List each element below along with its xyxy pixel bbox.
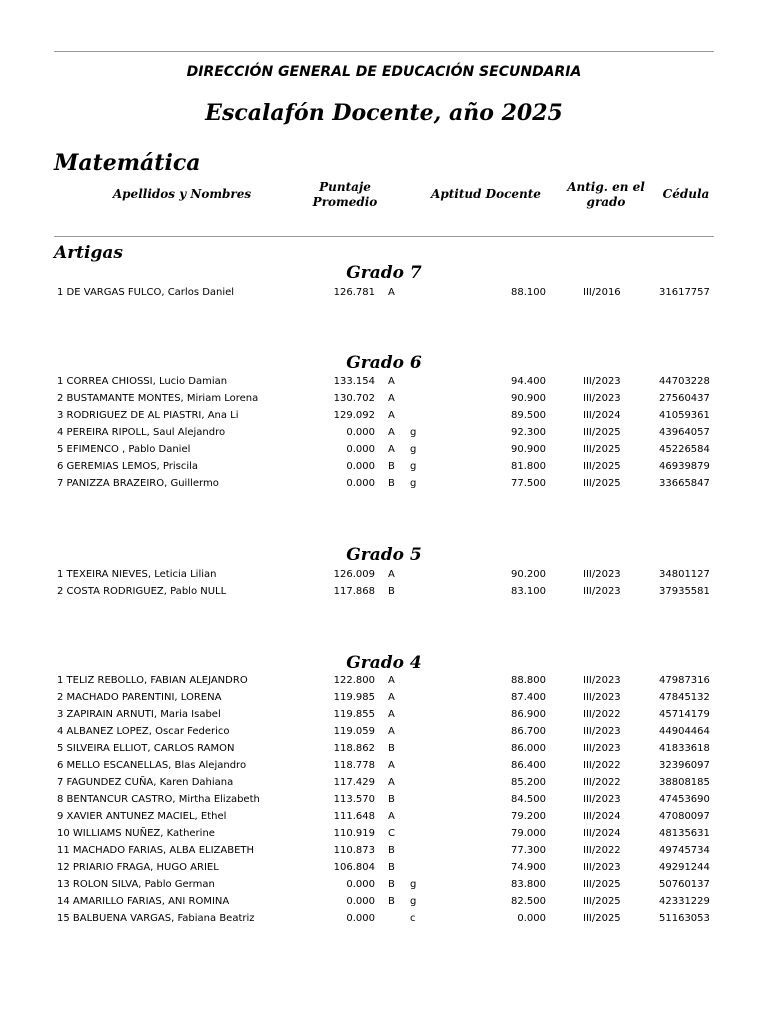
row-aptitud: B: [388, 896, 395, 907]
grade-title: Grado 7: [346, 263, 422, 283]
row-puntaje: 0.000: [346, 879, 375, 890]
header-rule: [54, 236, 714, 237]
row-score: 90.200: [511, 569, 546, 580]
row-score: 94.400: [511, 376, 546, 387]
row-puntaje: 130.702: [333, 393, 375, 404]
row-aptitud: A: [388, 692, 395, 703]
row-antig: III/2023: [583, 675, 621, 686]
row-antig: III/2024: [583, 828, 621, 839]
table-row: [0, 910, 768, 927]
row-score: 74.900: [511, 862, 546, 873]
row-name: 9 XAVIER ANTUNEZ MACIEL, Ethel: [57, 811, 227, 822]
row-aptitud: B: [388, 743, 395, 754]
row-cedula: 37935581: [659, 586, 710, 597]
row-antig: III/2023: [583, 743, 621, 754]
row-flag: g: [410, 461, 417, 472]
row-antig: III/2022: [583, 709, 621, 720]
row-cedula: 41833618: [659, 743, 710, 754]
row-cedula: 47987316: [659, 675, 710, 686]
row-score: 88.100: [511, 287, 546, 298]
table-row: [0, 373, 768, 390]
row-cedula: 47845132: [659, 692, 710, 703]
row-score: 84.500: [511, 794, 546, 805]
row-cedula: 31617757: [659, 287, 710, 298]
row-cedula: 38808185: [659, 777, 710, 788]
row-puntaje: 117.868: [333, 586, 375, 597]
row-aptitud: A: [388, 427, 395, 438]
row-cedula: 33665847: [659, 478, 710, 489]
row-cedula: 50760137: [659, 879, 710, 890]
row-puntaje: 0.000: [346, 896, 375, 907]
row-flag: g: [410, 896, 417, 907]
row-aptitud: A: [388, 569, 395, 580]
table-row: [0, 689, 768, 706]
row-flag: g: [410, 879, 417, 890]
row-name: 6 GEREMIAS LEMOS, Priscila: [57, 461, 199, 472]
col-header-aptitud: Aptitud Docente: [431, 187, 541, 201]
row-cedula: 49291244: [659, 862, 710, 873]
grade-title: Grado 6: [346, 353, 422, 373]
row-flag: g: [410, 427, 417, 438]
row-aptitud: A: [388, 709, 395, 720]
row-name: 5 SILVEIRA ELLIOT, CARLOS RAMON: [57, 743, 235, 754]
row-score: 81.800: [511, 461, 546, 472]
row-name: 11 MACHADO FARIAS, ALBA ELIZABETH: [57, 845, 255, 856]
row-antig: III/2023: [583, 862, 621, 873]
row-score: 79.200: [511, 811, 546, 822]
row-name: 10 WILLIAMS NUÑEZ, Katherine: [57, 828, 215, 839]
row-antig: III/2023: [583, 586, 621, 597]
row-antig: III/2024: [583, 410, 621, 421]
row-puntaje: 126.009: [333, 569, 375, 580]
subject-title: Matemática: [54, 150, 201, 176]
row-puntaje: 122.800: [333, 675, 375, 686]
table-row: [0, 475, 768, 492]
row-antig: III/2025: [583, 461, 621, 472]
row-puntaje: 119.855: [333, 709, 375, 720]
row-cedula: 45226584: [659, 444, 710, 455]
row-score: 86.700: [511, 726, 546, 737]
row-puntaje: 0.000: [346, 427, 375, 438]
row-antig: III/2025: [583, 444, 621, 455]
row-antig: III/2025: [583, 478, 621, 489]
row-name: 14 AMARILLO FARIAS, ANI ROMINA: [57, 896, 230, 907]
row-aptitud: B: [388, 478, 395, 489]
row-aptitud: B: [388, 586, 395, 597]
row-name: 2 MACHADO PARENTINI, LORENA: [57, 692, 222, 703]
row-puntaje: 118.862: [333, 743, 375, 754]
row-aptitud: A: [388, 393, 395, 404]
row-antig: III/2023: [583, 393, 621, 404]
row-antig: III/2023: [583, 376, 621, 387]
row-name: 4 ALBANEZ LOPEZ, Oscar Federico: [57, 726, 230, 737]
row-cedula: 42331229: [659, 896, 710, 907]
row-name: 1 TEXEIRA NIEVES, Leticia Lilian: [57, 569, 217, 580]
row-puntaje: 118.778: [333, 760, 375, 771]
row-score: 77.300: [511, 845, 546, 856]
row-score: 83.800: [511, 879, 546, 890]
row-score: 82.500: [511, 896, 546, 907]
table-row: [0, 893, 768, 910]
row-aptitud: A: [388, 675, 395, 686]
row-flag: g: [410, 444, 417, 455]
row-name: 6 MELLO ESCANELLAS, Blas Alejandro: [57, 760, 247, 771]
row-score: 0.000: [517, 913, 546, 924]
col-header-puntaje: Puntaje Promedio: [312, 180, 378, 209]
grade-title: Grado 4: [346, 653, 422, 673]
row-puntaje: 119.985: [333, 692, 375, 703]
row-antig: III/2022: [583, 760, 621, 771]
row-score: 86.000: [511, 743, 546, 754]
row-flag: c: [410, 913, 416, 924]
table-row: [0, 706, 768, 723]
row-cedula: 47453690: [659, 794, 710, 805]
row-aptitud: B: [388, 862, 395, 873]
table-row: [0, 284, 768, 301]
row-cedula: 47080097: [659, 811, 710, 822]
row-name: 12 PRIARIO FRAGA, HUGO ARIEL: [57, 862, 219, 873]
row-cedula: 44904464: [659, 726, 710, 737]
page-title: Escalafón Docente, año 2025: [205, 100, 563, 126]
row-antig: III/2023: [583, 692, 621, 703]
table-row: [0, 407, 768, 424]
row-antig: III/2023: [583, 794, 621, 805]
row-antig: III/2023: [583, 726, 621, 737]
table-row: [0, 424, 768, 441]
row-aptitud: B: [388, 794, 395, 805]
row-name: 15 BALBUENA VARGAS, Fabiana Beatriz: [57, 913, 255, 924]
row-score: 88.800: [511, 675, 546, 686]
row-name: 1 CORREA CHIOSSI, Lucio Damian: [57, 376, 228, 387]
row-cedula: 34801127: [659, 569, 710, 580]
row-name: 1 DE VARGAS FULCO, Carlos Daniel: [57, 287, 235, 298]
row-antig: III/2023: [583, 569, 621, 580]
table-row: [0, 583, 768, 600]
row-puntaje: 117.429: [333, 777, 375, 788]
organization-title: DIRECCIÓN GENERAL DE EDUCACIÓN SECUNDARIA: [186, 64, 582, 80]
row-puntaje: 110.873: [333, 845, 375, 856]
row-score: 92.300: [511, 427, 546, 438]
col-header-cedula: Cédula: [662, 187, 710, 201]
row-score: 77.500: [511, 478, 546, 489]
top-rule: [54, 51, 714, 52]
table-row: [0, 876, 768, 893]
row-aptitud: B: [388, 879, 395, 890]
col-header-antig: Antig. en el grado: [567, 180, 645, 209]
row-antig: III/2025: [583, 879, 621, 890]
row-name: 5 EFIMENCO , Pablo Daniel: [57, 444, 191, 455]
row-cedula: 41059361: [659, 410, 710, 421]
row-score: 86.900: [511, 709, 546, 720]
row-score: 90.900: [511, 393, 546, 404]
row-aptitud: A: [388, 287, 395, 298]
row-puntaje: 126.781: [333, 287, 375, 298]
table-row: [0, 441, 768, 458]
row-name: 8 BENTANCUR CASTRO, Mirtha Elizabeth: [57, 794, 260, 805]
row-name: 1 TELIZ REBOLLO, FABIAN ALEJANDRO: [57, 675, 248, 686]
table-row: [0, 566, 768, 583]
row-score: 79.000: [511, 828, 546, 839]
table-row: [0, 458, 768, 475]
row-puntaje: 0.000: [346, 444, 375, 455]
row-cedula: 44703228: [659, 376, 710, 387]
table-row: [0, 740, 768, 757]
row-puntaje: 0.000: [346, 461, 375, 472]
row-name: 13 ROLON SILVA, Pablo German: [57, 879, 215, 890]
row-puntaje: 113.570: [333, 794, 375, 805]
row-name: 2 COSTA RODRIGUEZ, Pablo NULL: [57, 586, 227, 597]
table-row: [0, 774, 768, 791]
table-row: [0, 825, 768, 842]
row-name: 2 BUSTAMANTE MONTES, Miriam Lorena: [57, 393, 259, 404]
table-row: [0, 390, 768, 407]
row-puntaje: 106.804: [333, 862, 375, 873]
row-puntaje: 111.648: [333, 811, 375, 822]
row-aptitud: A: [388, 410, 395, 421]
row-antig: III/2024: [583, 811, 621, 822]
row-puntaje: 129.092: [333, 410, 375, 421]
row-cedula: 45714179: [659, 709, 710, 720]
row-aptitud: A: [388, 726, 395, 737]
row-cedula: 49745734: [659, 845, 710, 856]
row-score: 83.100: [511, 586, 546, 597]
row-puntaje: 133.154: [333, 376, 375, 387]
row-aptitud: B: [388, 845, 395, 856]
department-title: Artigas: [54, 243, 123, 263]
row-aptitud: B: [388, 461, 395, 472]
row-flag: g: [410, 478, 417, 489]
row-name: 3 ZAPIRAIN ARNUTI, Maria Isabel: [57, 709, 221, 720]
row-antig: III/2025: [583, 427, 621, 438]
row-aptitud: C: [388, 828, 395, 839]
grade-title: Grado 5: [346, 545, 422, 565]
row-cedula: 51163053: [659, 913, 710, 924]
table-row: [0, 672, 768, 689]
row-score: 89.500: [511, 410, 546, 421]
row-aptitud: A: [388, 376, 395, 387]
row-score: 87.400: [511, 692, 546, 703]
row-name: 7 PANIZZA BRAZEIRO, Guillermo: [57, 478, 219, 489]
row-aptitud: A: [388, 760, 395, 771]
table-row: [0, 791, 768, 808]
row-name: 3 RODRIGUEZ DE AL PIASTRI, Ana Li: [57, 410, 239, 421]
row-cedula: 48135631: [659, 828, 710, 839]
row-puntaje: 119.059: [333, 726, 375, 737]
row-cedula: 27560437: [659, 393, 710, 404]
row-aptitud: A: [388, 444, 395, 455]
col-header-name: Apellidos y Nombres: [112, 187, 252, 201]
row-cedula: 43964057: [659, 427, 710, 438]
row-score: 85.200: [511, 777, 546, 788]
table-row: [0, 808, 768, 825]
row-name: 7 FAGUNDEZ CUÑA, Karen Dahiana: [57, 777, 234, 788]
table-row: [0, 842, 768, 859]
row-puntaje: 0.000: [346, 478, 375, 489]
row-puntaje: 0.000: [346, 913, 375, 924]
row-name: 4 PEREIRA RIPOLL, Saul Alejandro: [57, 427, 226, 438]
row-antig: III/2025: [583, 896, 621, 907]
row-aptitud: A: [388, 811, 395, 822]
row-aptitud: A: [388, 777, 395, 788]
table-row: [0, 723, 768, 740]
table-row: [0, 757, 768, 774]
row-puntaje: 110.919: [333, 828, 375, 839]
row-antig: III/2022: [583, 777, 621, 788]
row-score: 90.900: [511, 444, 546, 455]
row-antig: III/2016: [583, 287, 621, 298]
row-cedula: 32396097: [659, 760, 710, 771]
row-cedula: 46939879: [659, 461, 710, 472]
row-antig: III/2022: [583, 845, 621, 856]
table-row: [0, 859, 768, 876]
row-score: 86.400: [511, 760, 546, 771]
row-antig: III/2025: [583, 913, 621, 924]
